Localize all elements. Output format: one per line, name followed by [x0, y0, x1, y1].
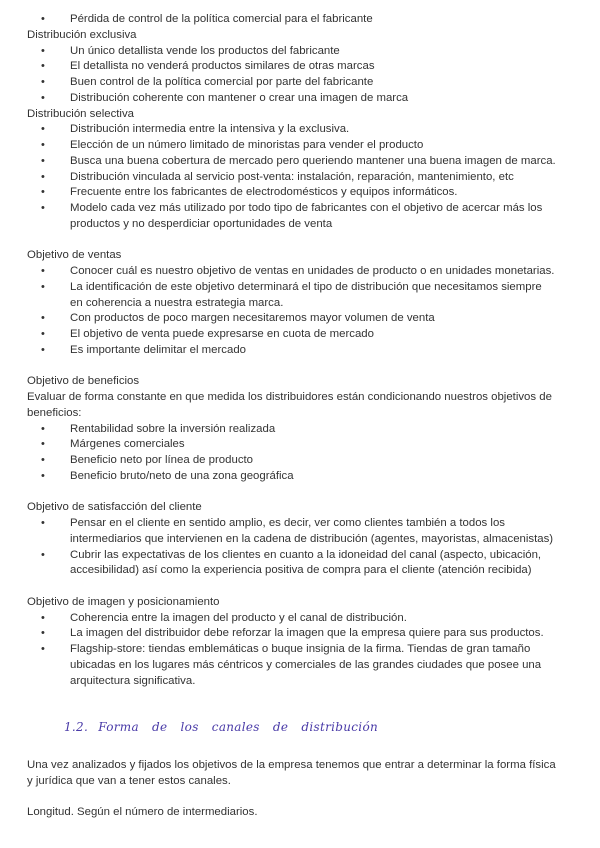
section-number: 1.2. [64, 720, 89, 734]
bullet-item: • Un único detallista vende los productos del fabricante [0, 44, 600, 60]
bullet-item: • Distribución vinculada al servicio post-venta: instalación, reparación, mantenimiento, etc [0, 170, 600, 186]
section-heading: Distribución selectiva [27, 107, 134, 120]
bullet-item: • La identificación de este objetivo determinará el tipo de distribución que necesitamos siempre [0, 280, 600, 296]
bullet-item-continuation: intermediarios que intervienen en la cadena de distribución (agentes, mayoristas, almacenistas) [70, 532, 554, 545]
bullet-item: • Beneficio neto por línea de producto [0, 453, 600, 469]
closing-paragraph-length: Longitud. Según el número de intermediarios. [27, 805, 258, 818]
bullet-item: • La imagen del distribuidor debe reforzar la imagen que la empresa quiere para sus productos. [0, 626, 600, 642]
bullet-item-continuation: accesibilidad) así como la experiencia positiva de compra para el cliente (atención recibida) [70, 564, 532, 577]
bullet-item: • Rentabilidad sobre la inversión realizada [0, 422, 600, 438]
bullet-item: • Modelo cada vez más utilizado por todo tipo de fabricantes con el objetivo de acercar más los [0, 201, 600, 217]
bullet-item-continuation: arquitectura significativa. [70, 674, 196, 687]
section-heading: Objetivo de ventas [27, 249, 122, 262]
section-heading: Objetivo de satisfacción del cliente [27, 501, 202, 514]
closing-paragraph-line: y jurídica que van a tener estos canales. [27, 774, 231, 787]
section-heading: Objetivo de beneficios [27, 375, 140, 388]
heading-word: de [152, 720, 168, 734]
heading-word: Forma [98, 720, 139, 734]
bullet-item: • Pensar en el cliente en sentido amplio, es decir, ver como clientes también a todos los [0, 516, 600, 532]
bullet-item: • Beneficio bruto/neto de una zona geográfica [0, 469, 600, 485]
closing-paragraph-line: Una vez analizados y fijados los objetivos de la empresa tenemos que entrar a determinar la forma física [27, 759, 556, 771]
heading-word: distribución [301, 720, 379, 734]
bullet-item: • Frecuente entre los fabricantes de electrodomésticos y equipos informáticos. [0, 185, 600, 201]
heading-word: los [180, 720, 199, 734]
bullet-item: • El detallista no venderá productos similares de otras marcas [0, 59, 600, 75]
bullet-item: • Coherencia entre la imagen del producto y el canal de distribución. [0, 611, 600, 627]
heading-word: canales [211, 720, 260, 734]
heading-word: de [272, 720, 289, 734]
bullet-item-continuation: productos y no desperdiciar oportunidades de venta [70, 217, 333, 230]
bullet-item: • El objetivo de venta puede expresarse en cuota de mercado [0, 327, 600, 343]
bullet-item: • Busca una buena cobertura de mercado pero queriendo mantener una buena imagen de marca. [0, 154, 600, 170]
bullet-item: • Conocer cuál es nuestro objetivo de ventas en unidades de producto o en unidades monetarias. [0, 264, 600, 280]
section-heading: Objetivo de imagen y posicionamiento [27, 595, 220, 608]
section-heading: beneficios: [27, 406, 82, 419]
bullet-item: • Con productos de poco margen necesitaremos mayor volumen de venta [0, 311, 600, 327]
section-heading: Evaluar de forma constante en que medida los distribuidores están condicionando nuestros objetivos de [27, 391, 552, 403]
bullet-item: • Es importante delimitar el mercado [0, 343, 600, 359]
bullet-item: • Pérdida de control de la política comercial para el fabricante [0, 12, 600, 28]
bullet-item: • Distribución coherente con mantener o crear una imagen de marca [0, 91, 600, 107]
bullet-item-continuation: en coherencia a nuestra estrategia marca. [70, 296, 284, 309]
bullet-item: • Márgenes comerciales [0, 437, 600, 453]
handwritten-section-heading [64, 720, 387, 734]
bullet-item: • Cubrir las expectativas de los clientes en cuanto a la idoneidad del canal (aspecto, ubicación, [0, 548, 600, 564]
bullet-item-continuation: ubicadas en los lugares más céntricos y comerciales de las grandes ciudades que posee una [70, 658, 542, 671]
bullet-item: • Flagship-store: tiendas emblemáticas o buque insignia de la firma. Tiendas de gran tamaño [0, 642, 600, 658]
section-heading: Distribución exclusiva [27, 28, 137, 41]
bullet-item: • Distribución intermedia entre la intensiva y la exclusiva. [0, 122, 600, 138]
bullet-item: • Buen control de la política comercial por parte del fabricante [0, 75, 600, 91]
bullet-item: • Elección de un número limitado de minoristas para vender el producto [0, 138, 600, 154]
